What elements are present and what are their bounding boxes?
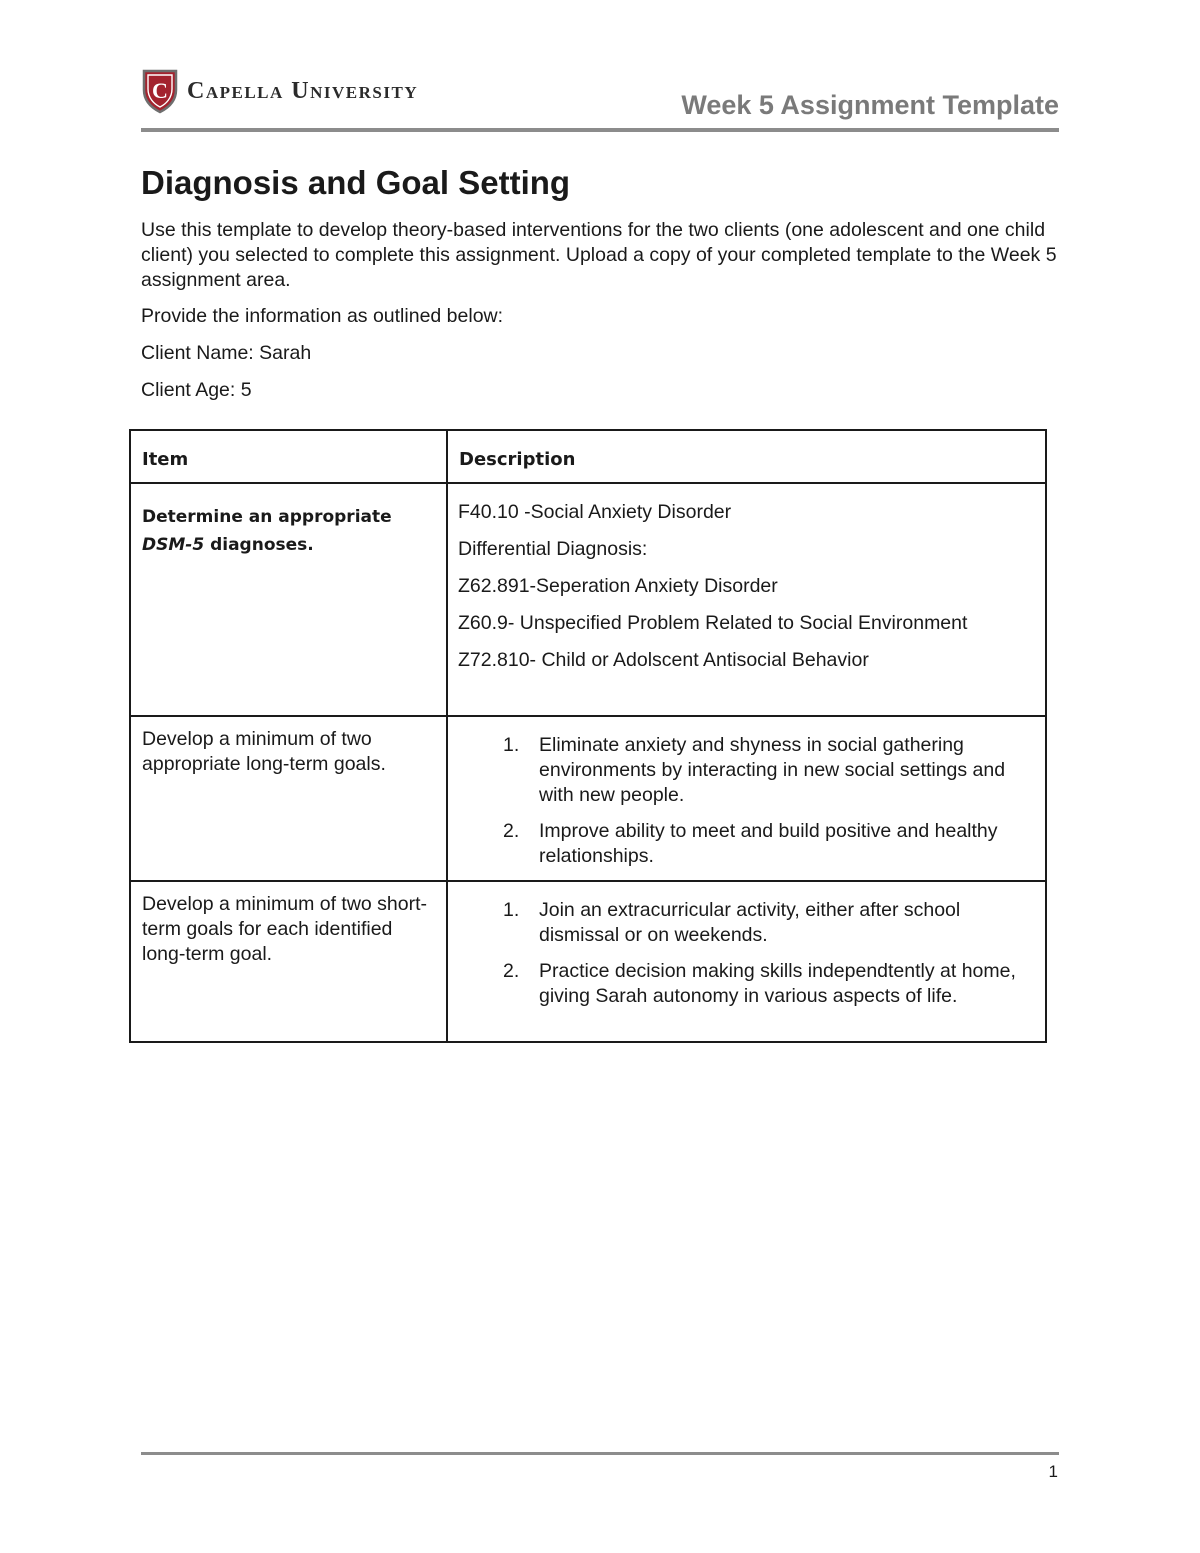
table-row bbox=[130, 716, 1046, 881]
client-age: Client Age: 5 bbox=[141, 379, 252, 401]
item-cell: Develop a minimum of two short-term goals for each identified long-term goal. bbox=[130, 881, 447, 1042]
item-cell bbox=[130, 483, 447, 716]
svg-text:C: C bbox=[152, 78, 168, 103]
table-row bbox=[130, 483, 1046, 716]
item-text-suffix: diagnoses. bbox=[204, 535, 314, 555]
provide-instruction: Provide the information as outlined below: bbox=[141, 305, 504, 327]
table-header-row bbox=[130, 430, 1046, 483]
item-text-italic: DSM-5 bbox=[142, 535, 205, 555]
list-item bbox=[458, 819, 1035, 869]
differential-label: Differential Diagnosis: bbox=[458, 538, 648, 560]
intro-paragraph: Use this template to develop theory-based interventions for the two clients (one adolescent and one child client) you selected to complete this assignment. Upload a copy of your completed template to the Week 5 assignment area. bbox=[141, 219, 1057, 291]
description-cell bbox=[447, 881, 1046, 1042]
list-item bbox=[458, 898, 1035, 948]
header-item bbox=[130, 430, 447, 483]
capella-shield-icon bbox=[141, 68, 179, 114]
item-cell: Develop a minimum of two appropriate long-term goals. bbox=[130, 716, 447, 881]
header-title: Week 5 Assignment Template bbox=[681, 90, 1059, 120]
page-header bbox=[141, 68, 1059, 132]
header-description-label: Description bbox=[459, 449, 576, 470]
list-item-text: Join an extracurricular activity, either after school dismissal or on weekends. bbox=[539, 899, 961, 946]
description-cell bbox=[447, 716, 1046, 881]
diagnosis-differential: Z72.810- Child or Adolscent Antisocial Behavior bbox=[458, 649, 869, 671]
description-cell bbox=[447, 483, 1046, 716]
logo-text: Capella University bbox=[187, 77, 419, 104]
page-number: 1 bbox=[1048, 1462, 1058, 1481]
short-term-goals-list bbox=[458, 898, 1035, 1009]
list-item-text: Improve ability to meet and build positive and healthy relationships. bbox=[539, 820, 998, 867]
header-item-label: Item bbox=[142, 449, 189, 470]
diagnosis-differential: Z60.9- Unspecified Problem Related to Social Environment bbox=[458, 612, 968, 634]
diagnosis-primary: F40.10 -Social Anxiety Disorder bbox=[458, 501, 732, 523]
item-text: Determine an appropriate bbox=[142, 507, 392, 527]
list-number: 2. bbox=[503, 820, 520, 842]
diagnosis-differential: Z62.891-Seperation Anxiety Disorder bbox=[458, 575, 778, 597]
long-term-goals-list bbox=[458, 733, 1035, 869]
page-title: Diagnosis and Goal Setting bbox=[141, 164, 571, 201]
capella-logo bbox=[141, 68, 418, 114]
list-item-text: Practice decision making skills independtently at home, giving Sarah autonomy in various aspects of life. bbox=[539, 960, 1016, 1007]
client-name: Client Name: Sarah bbox=[141, 342, 312, 364]
footer-divider bbox=[141, 1452, 1059, 1455]
list-item bbox=[458, 959, 1035, 1009]
list-number: 1. bbox=[503, 899, 520, 921]
list-item-text: Eliminate anxiety and shyness in social gathering environments by interacting in new social settings and with new people. bbox=[539, 734, 1006, 806]
list-item bbox=[458, 733, 1035, 808]
diagnosis-table bbox=[129, 429, 1047, 1043]
list-number: 2. bbox=[503, 960, 520, 982]
table-row bbox=[130, 881, 1046, 1042]
header-divider bbox=[141, 128, 1059, 132]
list-number: 1. bbox=[503, 734, 520, 756]
header-description bbox=[447, 430, 1046, 483]
